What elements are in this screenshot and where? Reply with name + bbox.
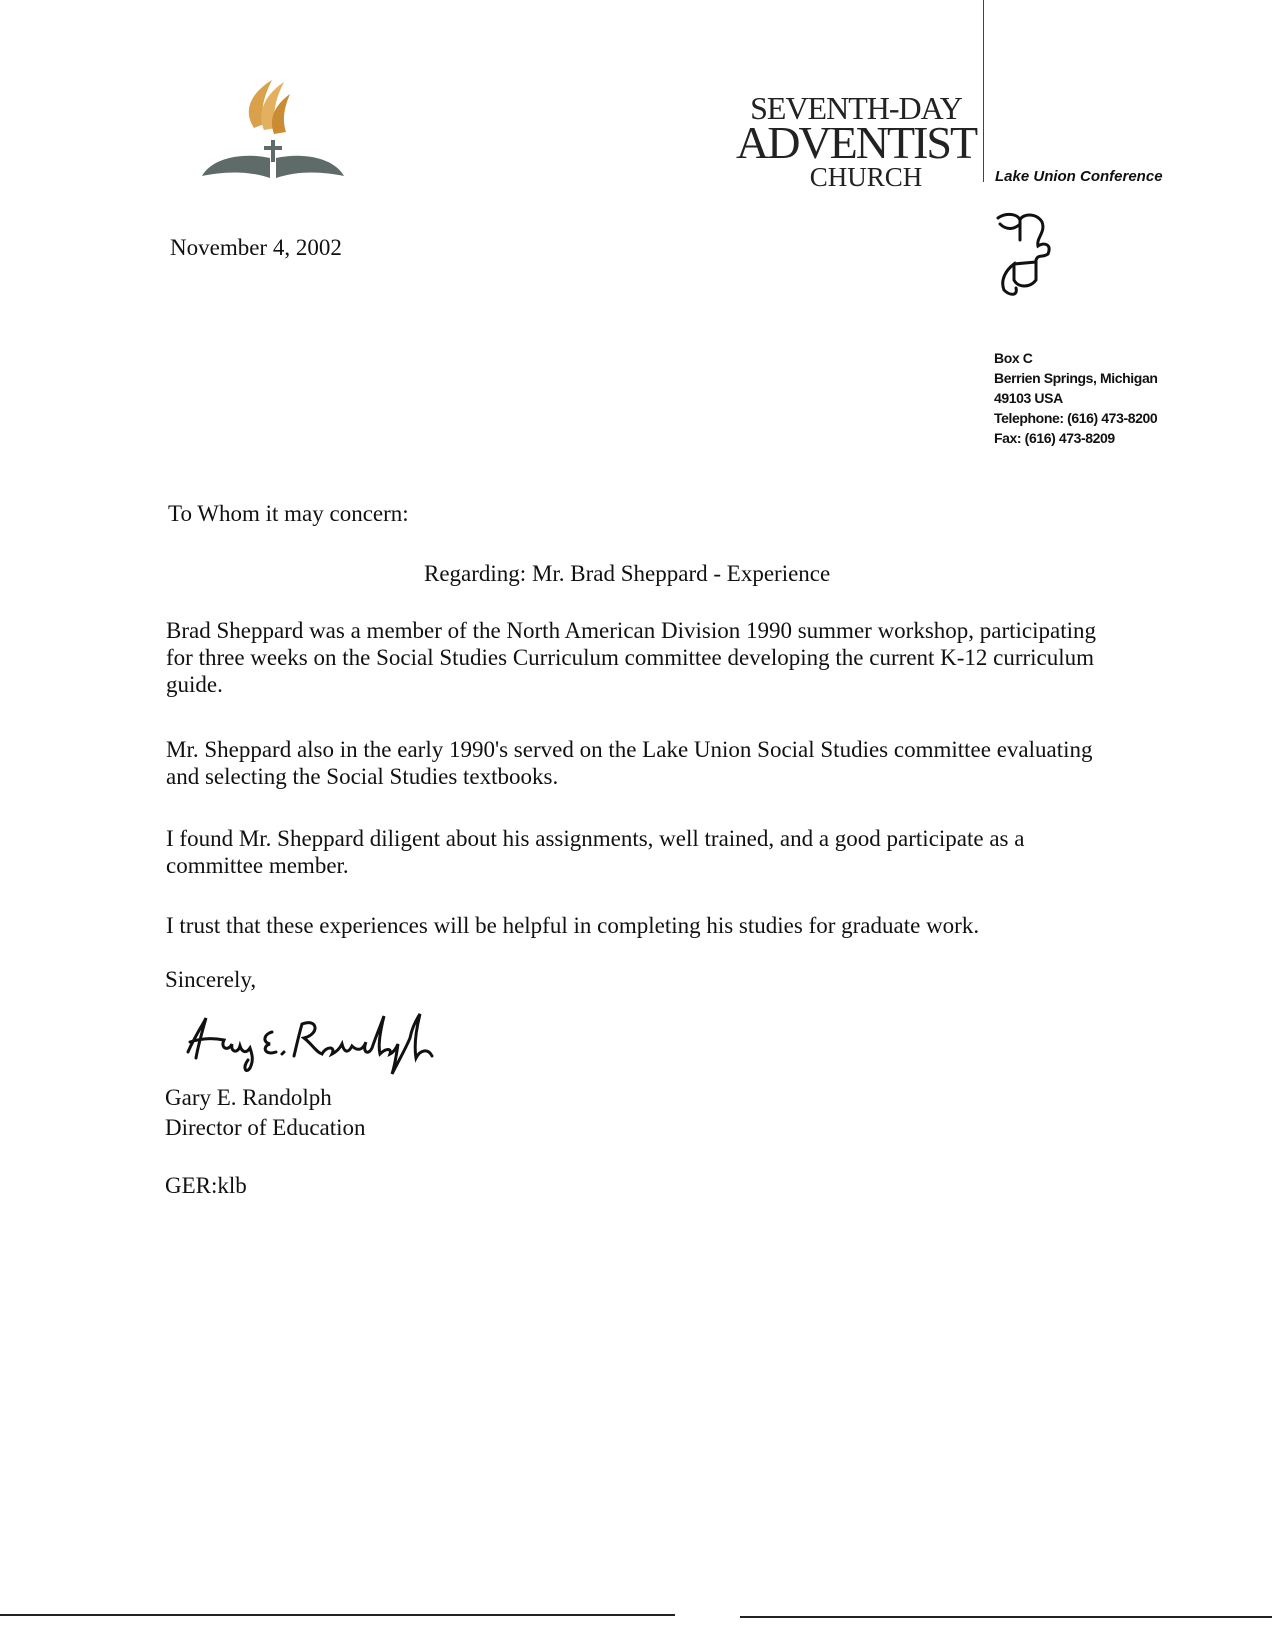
footer-rule: [0, 1614, 675, 1616]
open-book-icon: [276, 156, 344, 178]
address-line: Box C: [994, 350, 1033, 366]
telephone-line: Telephone: (616) 473-8200: [994, 410, 1158, 426]
signer-name: Gary E. Randolph: [165, 1085, 332, 1110]
wordmark-line-2: ADVENTIST: [736, 117, 977, 168]
reference-initials: GER:klb: [165, 1173, 247, 1198]
footer-rule: [740, 1616, 1272, 1618]
address-line: Berrien Springs, Michigan: [994, 370, 1158, 386]
fax-line: Fax: (616) 473-8209: [994, 430, 1115, 446]
church-emblem-logo: [202, 62, 344, 186]
letter-date: November 4, 2002: [170, 235, 342, 260]
handwritten-signature: [180, 1008, 450, 1078]
open-book-icon: [202, 156, 270, 178]
lake-union-map-icon: [992, 210, 1072, 302]
conference-address: [994, 348, 1157, 448]
letterhead-divider: [983, 0, 984, 182]
church-wordmark: [736, 90, 976, 190]
wordmark-line-1: SEVENTH-DAY: [750, 90, 962, 126]
conference-name: Lake Union Conference: [995, 168, 1163, 185]
wordmark-line-3: CHURCH: [809, 162, 923, 192]
regarding-line: Regarding: Mr. Brad Sheppard - Experience: [424, 561, 831, 586]
salutation: To Whom it may concern:: [168, 501, 409, 526]
closing: Sincerely,: [165, 967, 257, 992]
body-paragraph: I trust that these experiences will be helpful in completing his studies for graduate work.: [166, 913, 980, 938]
address-line: 49103 USA: [994, 390, 1063, 406]
body-paragraph: Mr. Sheppard also in the early 1990's served on the Lake Union Social Studies committee evaluating and selecting the Social Studies textbooks.: [166, 737, 1093, 789]
body-paragraph: I found Mr. Sheppard diligent about his assignments, well trained, and a good participate as a committee member.: [166, 826, 1025, 878]
signer-title: Director of Education: [165, 1115, 366, 1140]
body-paragraph: Brad Sheppard was a member of the North American Division 1990 summer workshop, participating for three weeks on the Social Studies Curriculum committee developing the current K-12 curriculum guide.: [166, 618, 1097, 697]
